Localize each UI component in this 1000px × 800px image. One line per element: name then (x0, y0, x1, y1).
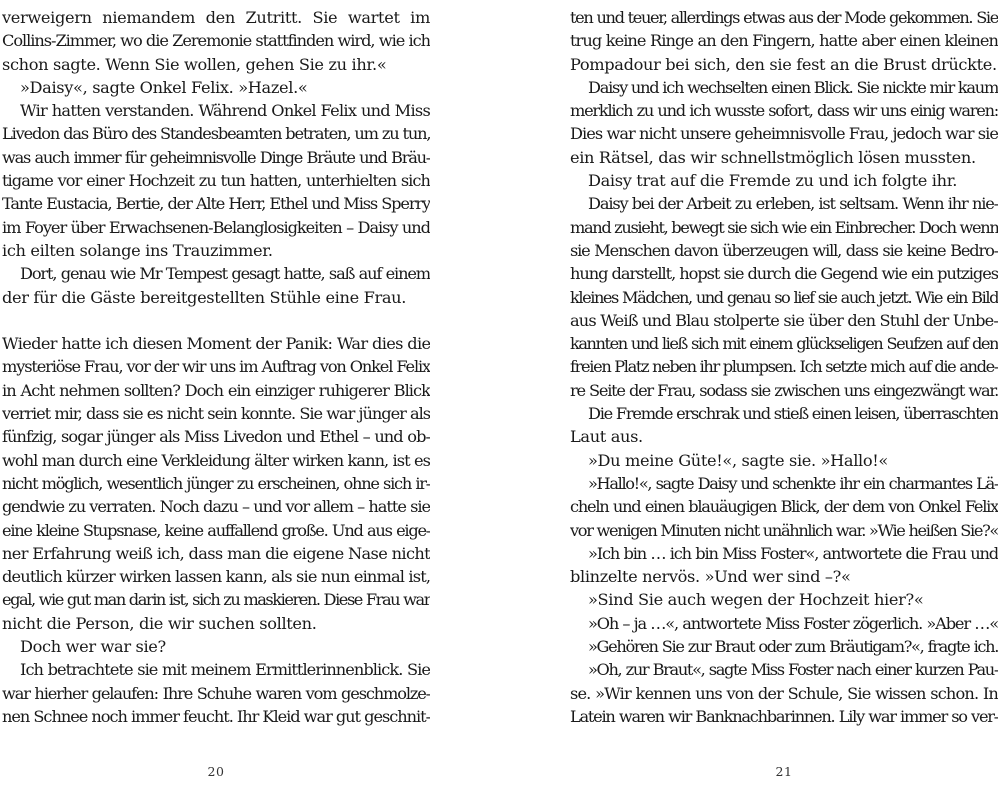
text-line: kleines Mädchen, und genau so lief sie auch jetzt. Wie ein Bild (570, 287, 998, 307)
text-line: Pompadour bei sich, den sie fest an die Brust drückte. (570, 54, 997, 74)
text-line: Wieder hatte ich diesen Moment der Panik: War dies die (2, 334, 430, 354)
book-gutter (500, 0, 501, 800)
text-line: freien Platz neben ihr plumpsen. Ich setzte mich auf die ande- (570, 357, 998, 377)
text-line: Livedon das Büro des Standesbeamten betraten, um zu tun, (2, 124, 430, 144)
text-line: mysteriöse Frau, vor der wir uns im Auftrag von Onkel Felix (2, 357, 430, 377)
left-page (2, 6, 430, 728)
text-line: re Seite der Frau, sodass sie zwischen uns eingezwängt war. (570, 380, 998, 400)
text-line: ein Rätsel, das wir schnellstmöglich lösen mussten. (570, 147, 976, 167)
text-line: der für die Gäste bereitgestellten Stühle eine Frau. (2, 287, 407, 307)
text-line: Wir hatten verstanden. Während Onkel Felix und Miss (20, 101, 430, 121)
text-line: vor wenigen Minuten nicht unähnlich war. »Wie heißen Sie?« (570, 520, 998, 540)
text-line: Daisy trat auf die Fremde zu und ich folgte ihr. (588, 171, 958, 191)
text-line: »Oh, zur Braut«, sagte Miss Foster nach einer kurzen Pau- (588, 660, 998, 680)
text-line: Collins-Zimmer, wo die Zeremonie stattfinden wird, wie ich (2, 31, 430, 51)
text-line: »Ich bin … ich bin Miss Foster«, antwortete die Frau und (588, 543, 998, 563)
text-line: »Oh – ja …«, antwortete Miss Foster zögerlich. »Aber …« (588, 613, 998, 633)
text-line: Daisy und ich wechselten einen Blick. Sie nickte mir kaum (588, 77, 998, 97)
right-page (570, 6, 998, 728)
text-line: Dies war nicht unsere geheimnisvolle Frau, jedoch war sie (570, 124, 998, 144)
text-line: hung darstellt, hopst sie durch die Gegend wie ein putziges (570, 264, 998, 284)
text-line: deutlich kürzer wirken lassen kann, als sie nun einmal ist, (2, 567, 430, 587)
text-line: eine kleine Stupsnase, keine auffallend große. Und aus eige- (2, 520, 430, 540)
text-line: verriet mir, dass sie es nicht sein konnte. Sie war jünger als (2, 404, 430, 424)
text-line: Tante Eustacia, Bertie, der Alte Herr, Ethel und Miss Sperry (2, 194, 430, 214)
text-line: Latein waren wir Banknachbarinnen. Lily war immer so ver- (570, 706, 998, 726)
text-line: nicht möglich, wesentlich jünger zu erscheinen, ohne sich ir- (2, 473, 430, 493)
text-line: verweigern niemandem den Zutritt. Sie wartet im (2, 8, 430, 27)
text-line: ten und teuer, allerdings etwas aus der Mode gekommen. Sie (570, 8, 998, 27)
text-line: se. »Wir kennen uns von der Schule, Sie wissen schon. In (570, 683, 998, 703)
text-line: »Hallo!«, sagte Daisy und schenkte ihr ein charmantes Lä- (588, 473, 998, 493)
text-line: ich eilten solange ins Trauzimmer. (2, 240, 273, 260)
text-line: aus Weiß und Blau stolperte sie über den Stuhl der Unbe- (570, 310, 998, 330)
text-line: merklich zu und ich wusste sofort, dass wir uns einig waren: (570, 101, 998, 121)
text-line: tigame vor einer Hochzeit zu tun hatten, unterhielten sich (2, 171, 430, 191)
text-line: in Acht nehmen sollten? Doch ein einziger ruhigerer Blick (2, 380, 430, 400)
text-line: mand zusieht, bewegt sie sich wie ein Einbrecher. Doch wenn (570, 217, 998, 237)
text-line: Laut aus. (570, 427, 643, 447)
page-number-right: 21 (775, 764, 793, 779)
text-line: kannten und ließ sich mit einem glückseligen Seufzen auf den (570, 334, 998, 354)
text-line: cheln und einen blauäugigen Blick, der dem von Onkel Felix (570, 497, 998, 517)
text-line: Doch wer war sie? (20, 637, 166, 657)
text-line: war hierher gelaufen: Ihre Schuhe waren vom geschmolze- (2, 683, 430, 703)
text-line: sie Menschen davon überzeugen will, dass sie keine Bedro- (570, 240, 998, 260)
text-line: nen Schnee noch immer feucht. Ihr Kleid war gut geschnit- (2, 706, 430, 726)
text-line: im Foyer über Erwachsenen-Belanglosigkeiten – Daisy und (2, 217, 430, 237)
text-line: egal, wie gut man darin ist, sich zu maskieren. Diese Frau war (2, 590, 430, 610)
text-line: was auch immer für geheimnisvolle Dinge Bräute und Bräu- (2, 147, 430, 167)
text-line: Die Fremde erschrak und stieß einen leisen, überraschten (588, 404, 998, 424)
text-line: Daisy bei der Arbeit zu erleben, ist seltsam. Wenn ihr nie- (588, 194, 998, 214)
text-line: fünfzig, sogar jünger als Miss Livedon und Ethel – und ob- (2, 427, 430, 447)
text-line: schon sagte. Wenn Sie wollen, gehen Sie zu ihr.« (2, 54, 387, 74)
text-line: trug keine Ringe an den Fingern, hatte aber einen kleinen (570, 31, 998, 51)
text-line: »Gehören Sie zur Braut oder zum Bräutigam?«, fragte ich. (588, 637, 998, 657)
text-line: wohl man durch eine Verkleidung älter wirken kann, ist es (2, 450, 430, 470)
text-line: »Sind Sie auch wegen der Hochzeit hier?« (588, 590, 924, 610)
text-line: nicht die Person, die wir suchen sollten. (2, 613, 317, 633)
text-line: Ich betrachtete sie mit meinem Ermittlerinnenblick. Sie (20, 660, 430, 680)
section-break (2, 309, 430, 332)
text-line: »Du meine Güte!«, sagte sie. »Hallo!« (588, 450, 888, 470)
text-line: ner Erfahrung weiß ich, dass man die eigene Nase nicht (2, 543, 430, 563)
text-line: »Daisy«, sagte Onkel Felix. »Hazel.« (20, 77, 308, 97)
text-line: Dort, genau wie Mr Tempest gesagt hatte, saß auf einem (20, 264, 430, 284)
text-line: gendwie zu verraten. Noch dazu – und vor allem – hatte sie (2, 497, 430, 517)
text-line: blinzelte nervös. »Und wer sind –?« (570, 567, 851, 587)
page-number-left: 20 (207, 764, 225, 779)
